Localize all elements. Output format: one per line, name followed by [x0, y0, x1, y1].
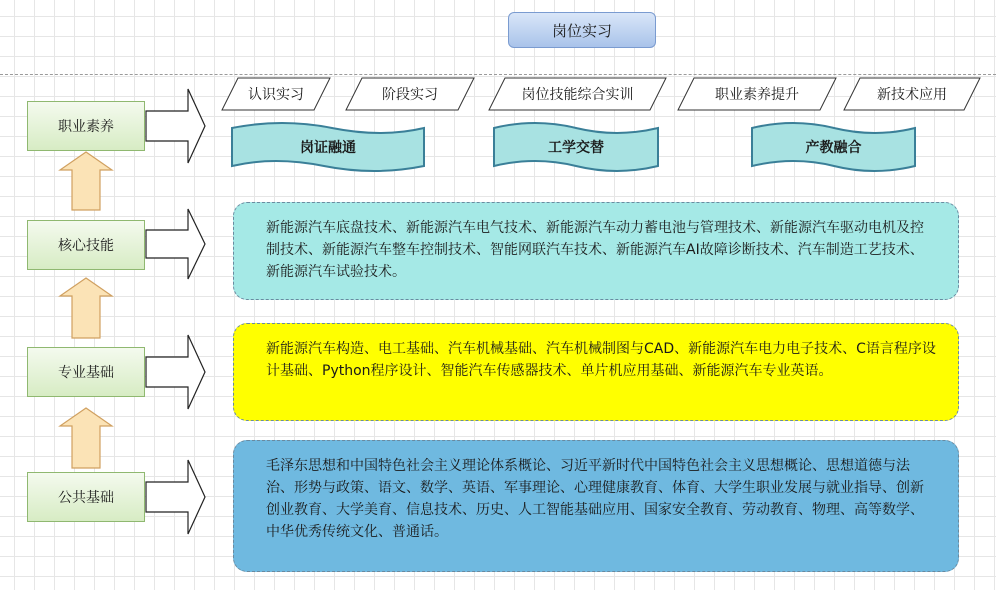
- right-arrow-3: [146, 335, 205, 409]
- label-quality-improvement: 职业素养提升: [715, 87, 799, 103]
- content-box-professional-courses: 新能源汽车构造、电工基础、汽车机械基础、汽车机械制图与CAD、新能源汽车电力电子技术、C语言程序设计基础、Python程序设计、智能汽车传感器技术、单片机应用基础、新能源汽车专业英语。: [233, 323, 959, 421]
- banner-label-certificate-integration: 岗证融通: [300, 140, 356, 156]
- banner-label-work-study: 工学交替: [548, 140, 604, 156]
- up-arrow-1: [60, 152, 112, 210]
- banner-label-industry-education: 产教融合: [805, 140, 862, 156]
- up-arrow-3: [60, 408, 112, 468]
- label-stage-internship: 阶段实习: [382, 87, 438, 103]
- content-box-public-courses: 毛泽东思想和中国特色社会主义理论体系概论、习近平新时代中国特色社会主义思想概论、思想道德与法治、形势与政策、语文、数学、英语、军事理论、心理健康教育、体育、大学生职业发展与就业指导、创新创业教育、大学美育、信息技术、历史、人工智能基础应用、国家安全教育、劳动教育、物理、高等数学、中华优秀传统文化、普通话。: [233, 440, 959, 572]
- title-internship-box: 岗位实习: [508, 12, 656, 48]
- level-box-core-skills: 核心技能: [27, 220, 145, 270]
- right-arrow-2: [146, 209, 205, 279]
- level-box-public-foundation: 公共基础: [27, 472, 145, 522]
- right-arrow-1: [146, 89, 205, 163]
- label-comprehensive-training: 岗位技能综合实训: [521, 87, 634, 103]
- right-arrow-4: [146, 460, 205, 534]
- up-arrow-2: [60, 278, 112, 338]
- level-box-professional-quality: 职业素养: [27, 101, 145, 151]
- content-box-core-courses: 新能源汽车底盘技术、新能源汽车电气技术、新能源汽车动力蓄电池与管理技术、新能源汽车驱动电机及控制技术、新能源汽车整车控制技术、智能网联汽车技术、新能源汽车AI故障诊断技术、汽车制造工艺技术、新能源汽车试验技术。: [233, 202, 959, 300]
- label-new-tech-application: 新技术应用: [877, 87, 947, 103]
- label-cognitive-internship: 认识实习: [248, 87, 304, 103]
- level-box-professional-foundation: 专业基础: [27, 347, 145, 397]
